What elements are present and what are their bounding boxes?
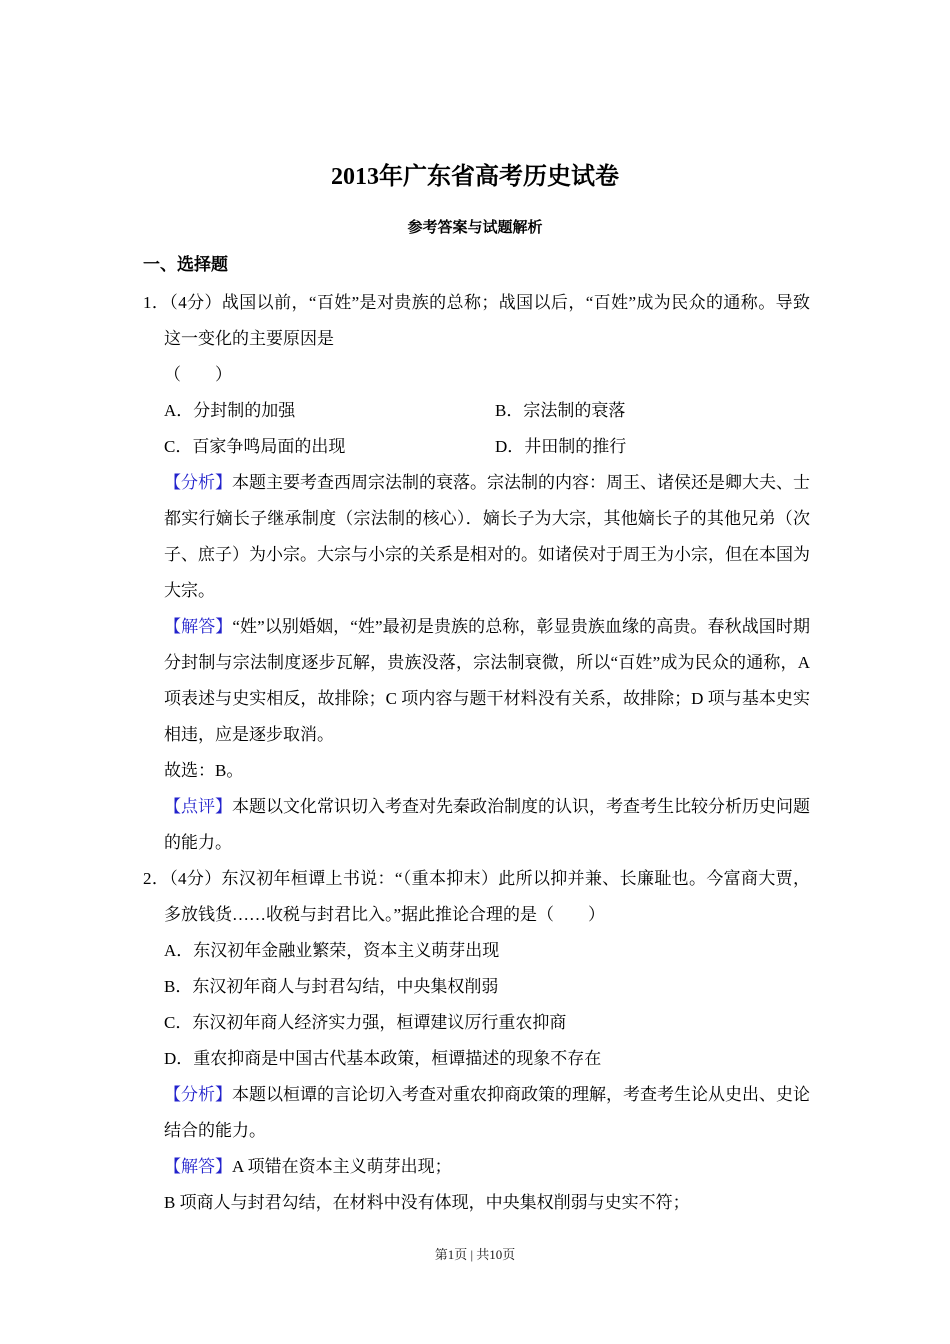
question-2 xyxy=(143,861,810,1221)
option-label: B． xyxy=(495,401,524,420)
analysis-tag: 【分析】 xyxy=(164,1085,232,1104)
question-1-stem-line xyxy=(143,285,810,357)
option-text: 东汉初年商人经济实力强，桓谭建议厉行重农抑商 xyxy=(192,1013,567,1032)
question-1 xyxy=(143,285,810,861)
option-b xyxy=(495,393,810,429)
answer-tag: 【解答】 xyxy=(164,1157,232,1176)
option-label: D． xyxy=(164,1049,194,1068)
option-label: C． xyxy=(164,1013,193,1032)
answer-tag: 【解答】 xyxy=(164,617,233,636)
question-number: 1． xyxy=(143,293,170,312)
option-text: 东汉初年金融业繁荣，资本主义萌芽出现 xyxy=(193,941,500,960)
answer-block xyxy=(164,1149,810,1185)
option-text: 分封制的加强 xyxy=(193,401,296,420)
page-footer xyxy=(0,1244,950,1263)
answer-blank: （ ） xyxy=(164,365,232,384)
answer-text-line-2: B 项商人与封君勾结，在材料中没有体现，中央集权削弱与史实不符； xyxy=(164,1193,690,1212)
option-b xyxy=(164,969,810,1005)
question-1-options xyxy=(164,393,810,465)
option-c xyxy=(164,1005,810,1041)
answer-block xyxy=(164,609,810,753)
option-label: C． xyxy=(164,437,193,456)
question-2-options xyxy=(164,933,810,1077)
page-number-indicator: 第1页 | 共10页 xyxy=(434,1247,516,1262)
analysis-block xyxy=(164,1077,810,1149)
option-text: 重农抑商是中国古代基本政策，桓谭描述的现象不存在 xyxy=(193,1049,602,1068)
option-text: 东汉初年商人与封君勾结，中央集权削弱 xyxy=(192,977,499,996)
analysis-tag: 【分析】 xyxy=(164,473,232,492)
option-label: B． xyxy=(164,977,193,996)
page-subtitle: 参考答案与试题解析 xyxy=(407,219,543,236)
comment-tag: 【点评】 xyxy=(164,797,232,816)
question-stem: （4分）战国以前，“百姓”是对贵族的总称；战国以后，“百姓”成为民众的通称。导致这一变化的主要原因是 xyxy=(164,293,810,348)
option-c xyxy=(164,429,495,465)
answer-text: A 项错在资本主义萌芽出现； xyxy=(232,1157,452,1176)
question-stem: （4分）东汉初年桓谭上书说：“（重本抑末）此所以抑并兼、长廉耻也。今富商大贾，多放钱货……收税与封君比入。”据此推论合理的是（ ） xyxy=(164,869,811,924)
page-title: 2013年广东省高考历史试卷 xyxy=(331,164,619,190)
answer-text: “姓”以别婚姻，“姓”最初是贵族的总称，彰显贵族血缘的高贵。春秋战国时期分封制与宗法制度逐步瓦解，贵族没落，宗法制衰微，所以“百姓”成为民众的通称，A 项表述与史实相反，故排除；C 项内容与题干材料没有关系，故排除；D 项与基本史实相违，应是逐步取消。 xyxy=(164,617,811,744)
option-a xyxy=(164,393,495,429)
option-label: A． xyxy=(164,941,194,960)
option-text: 井田制的推行 xyxy=(524,437,627,456)
section-heading: 一、选择题 xyxy=(143,255,228,274)
option-label: A． xyxy=(164,401,194,420)
option-text: 宗法制的衰落 xyxy=(523,401,626,420)
comment-block xyxy=(164,789,810,861)
option-a xyxy=(164,933,810,969)
questions-container xyxy=(143,285,810,1221)
analysis-text: 本题以桓谭的言论切入考查对重农抑商政策的理解，考查考生论从史出、史论结合的能力。 xyxy=(164,1085,810,1140)
option-text: 百家争鸣局面的出现 xyxy=(192,437,346,456)
analysis-block xyxy=(164,465,810,609)
question-2-stem-line xyxy=(143,861,811,933)
conclusion-line: 故选：B。 xyxy=(164,761,244,780)
question-number: 2． xyxy=(143,869,170,888)
analysis-text: 本题主要考查西周宗法制的衰落。宗法制的内容：周王、诸侯还是卿大夫、士都实行嫡长子继承制度（宗法制的核心）．嫡长子为大宗，其他嫡长子的其他兄弟（次子、庶子）为小宗。大宗与小宗的关系是相对的。如诸侯对于周王为小宗，但在本国为大宗。 xyxy=(164,473,810,600)
option-label: D． xyxy=(495,437,525,456)
option-d xyxy=(495,429,810,465)
comment-text: 本题以文化常识切入考查对先秦政治制度的认识，考查考生比较分析历史问题的能力。 xyxy=(164,797,810,852)
option-d xyxy=(164,1041,810,1077)
